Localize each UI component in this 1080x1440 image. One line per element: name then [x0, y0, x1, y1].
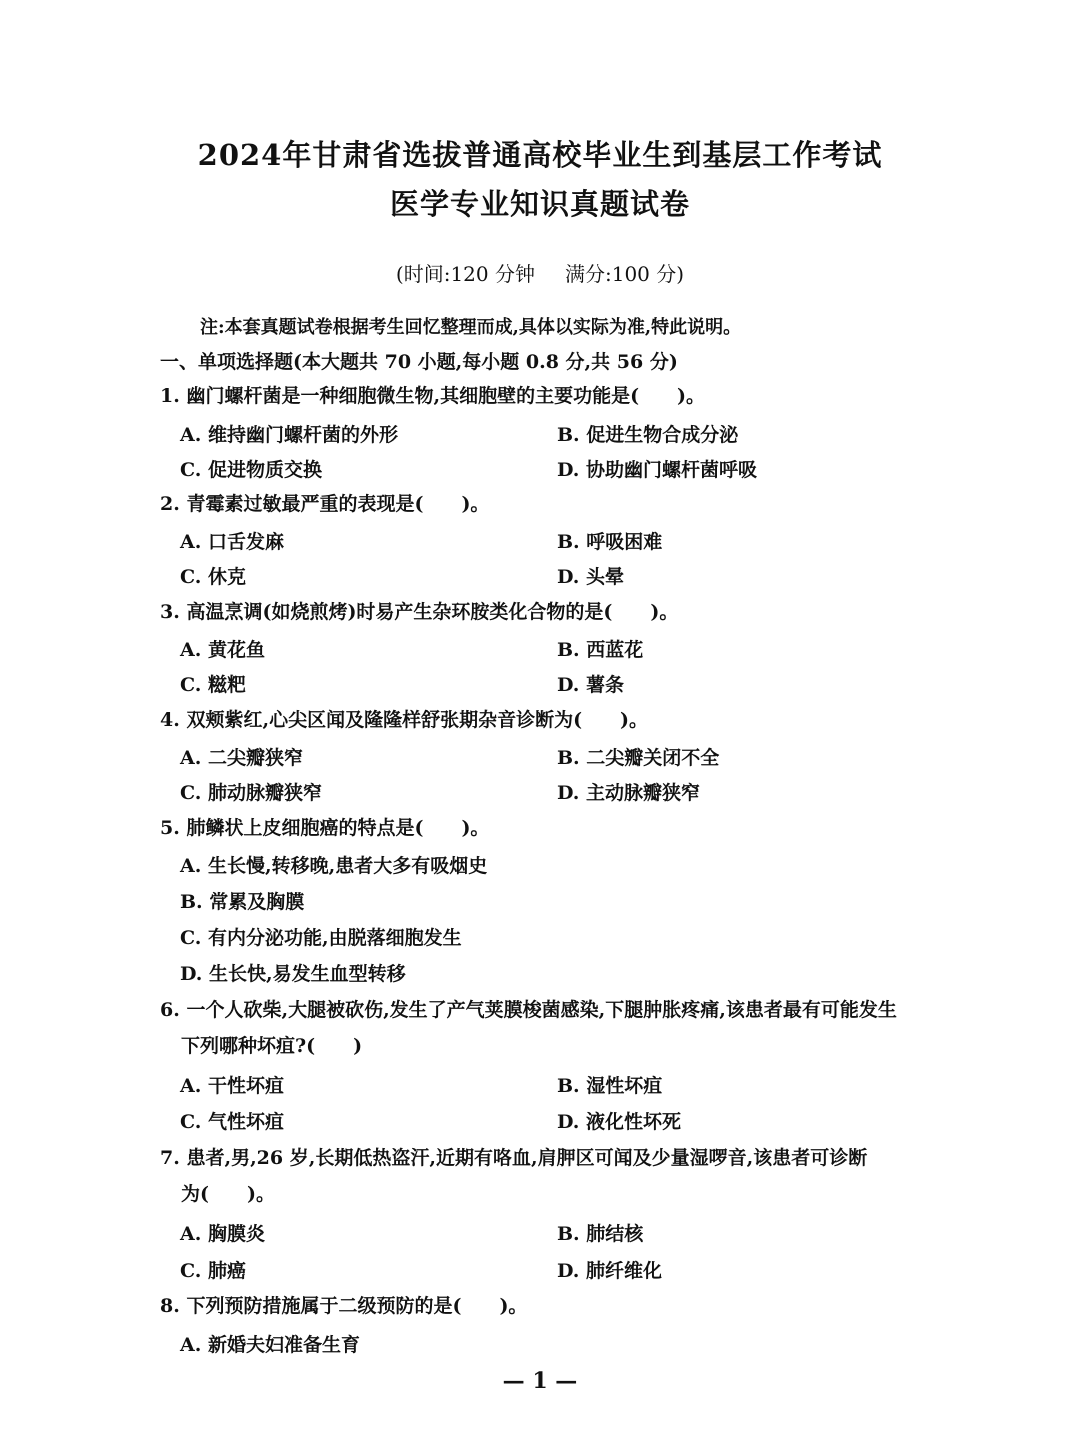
option-b: B. 常累及胸膜	[180, 891, 305, 913]
option-a: A. 二尖瓣狭窄	[180, 747, 303, 769]
question-stem: 5. 肺鳞状上皮细胞癌的特点是( )。	[160, 817, 490, 839]
option-c: C. 肺动脉瓣狭窄	[180, 782, 323, 804]
question-stem	[160, 992, 897, 1064]
page-number: — 1 —	[502, 1368, 578, 1394]
exam-title-line1: 2024年甘肃省选拔普通高校毕业生到基层工作考试	[197, 138, 883, 172]
option-a: A. 维持幽门螺杆菌的外形	[180, 424, 398, 446]
exam-score: 满分:100 分)	[565, 262, 685, 286]
option-a: A. 生长慢,转移晚,患者大多有吸烟史	[180, 855, 488, 877]
exam-meta	[0, 258, 1080, 287]
option-c: C. 有内分泌功能,由脱落细胞发生	[180, 927, 462, 949]
exam-note: 注:本套真题试卷根据考生回忆整理而成,具体以实际为准,特此说明。	[200, 317, 742, 338]
exam-title-line2: 医学专业知识真题试卷	[389, 187, 690, 221]
option-d: D. 肺纤维化	[557, 1260, 663, 1282]
exam-time: (时间:120 分钟	[395, 262, 535, 286]
option-d: D. 主动脉瓣狭窄	[557, 782, 701, 804]
option-c: C. 休克	[180, 566, 247, 588]
question-stem-line1: 6. 一个人砍柴,大腿被砍伤,发生了产气荚膜梭菌感染,下腿肿胀疼痛,该患者最有可能发生	[160, 999, 897, 1021]
option-b: B. 二尖瓣关闭不全	[557, 747, 720, 769]
question-stem: 1. 幽门螺杆菌是一种细胞微生物,其细胞壁的主要功能是( )。	[160, 385, 706, 407]
option-b: B. 呼吸困难	[557, 531, 663, 553]
option-d: D. 协助幽门螺杆菌呼吸	[557, 459, 758, 481]
option-a: A. 口舌发麻	[180, 531, 284, 553]
question-stem: 2. 青霉素过敏最严重的表现是( )。	[160, 493, 490, 515]
question-stem-line2: 为( )。	[181, 1183, 275, 1205]
question-stem: 3. 高温烹调(如烧煎烤)时易产生杂环胺类化合物的是( )。	[160, 601, 679, 623]
option-a: A. 黄花鱼	[180, 639, 265, 661]
question-stem	[160, 1140, 867, 1212]
question-stem-line1: 7. 患者,男,26 岁,长期低热盗汗,近期有咯血,肩胛区可闻及少量湿啰音,该患者可诊断	[160, 1147, 868, 1169]
question-stem: 4. 双颊紫红,心尖区闻及隆隆样舒张期杂音诊断为( )。	[160, 709, 649, 731]
option-b: B. 西蓝花	[557, 639, 644, 661]
option-a: A. 胸膜炎	[180, 1223, 265, 1245]
option-b: B. 肺结核	[557, 1223, 644, 1245]
option-b: B. 促进生物合成分泌	[557, 424, 739, 446]
section-title: 一、单项选择题(本大题共 70 小题,每小题 0.8 分,共 56 分)	[160, 351, 678, 373]
option-c: C. 气性坏疽	[180, 1111, 285, 1133]
option-c: C. 糍粑	[180, 674, 247, 696]
option-b: B. 湿性坏疽	[557, 1075, 663, 1097]
option-a: A. 干性坏疽	[180, 1075, 284, 1097]
option-d: D. 生长快,易发生血型转移	[180, 963, 406, 985]
question-stem-line2: 下列哪种坏疽?( )	[181, 1035, 363, 1057]
option-d: D. 薯条	[557, 674, 625, 696]
question-stem: 8. 下列预防措施属于二级预防的是( )。	[160, 1295, 528, 1317]
option-d: D. 头晕	[557, 566, 625, 588]
option-a: A. 新婚夫妇准备生育	[180, 1334, 360, 1356]
option-c: C. 肺癌	[180, 1260, 247, 1282]
option-d: D. 液化性坏死	[557, 1111, 682, 1133]
option-c: C. 促进物质交换	[180, 459, 323, 481]
